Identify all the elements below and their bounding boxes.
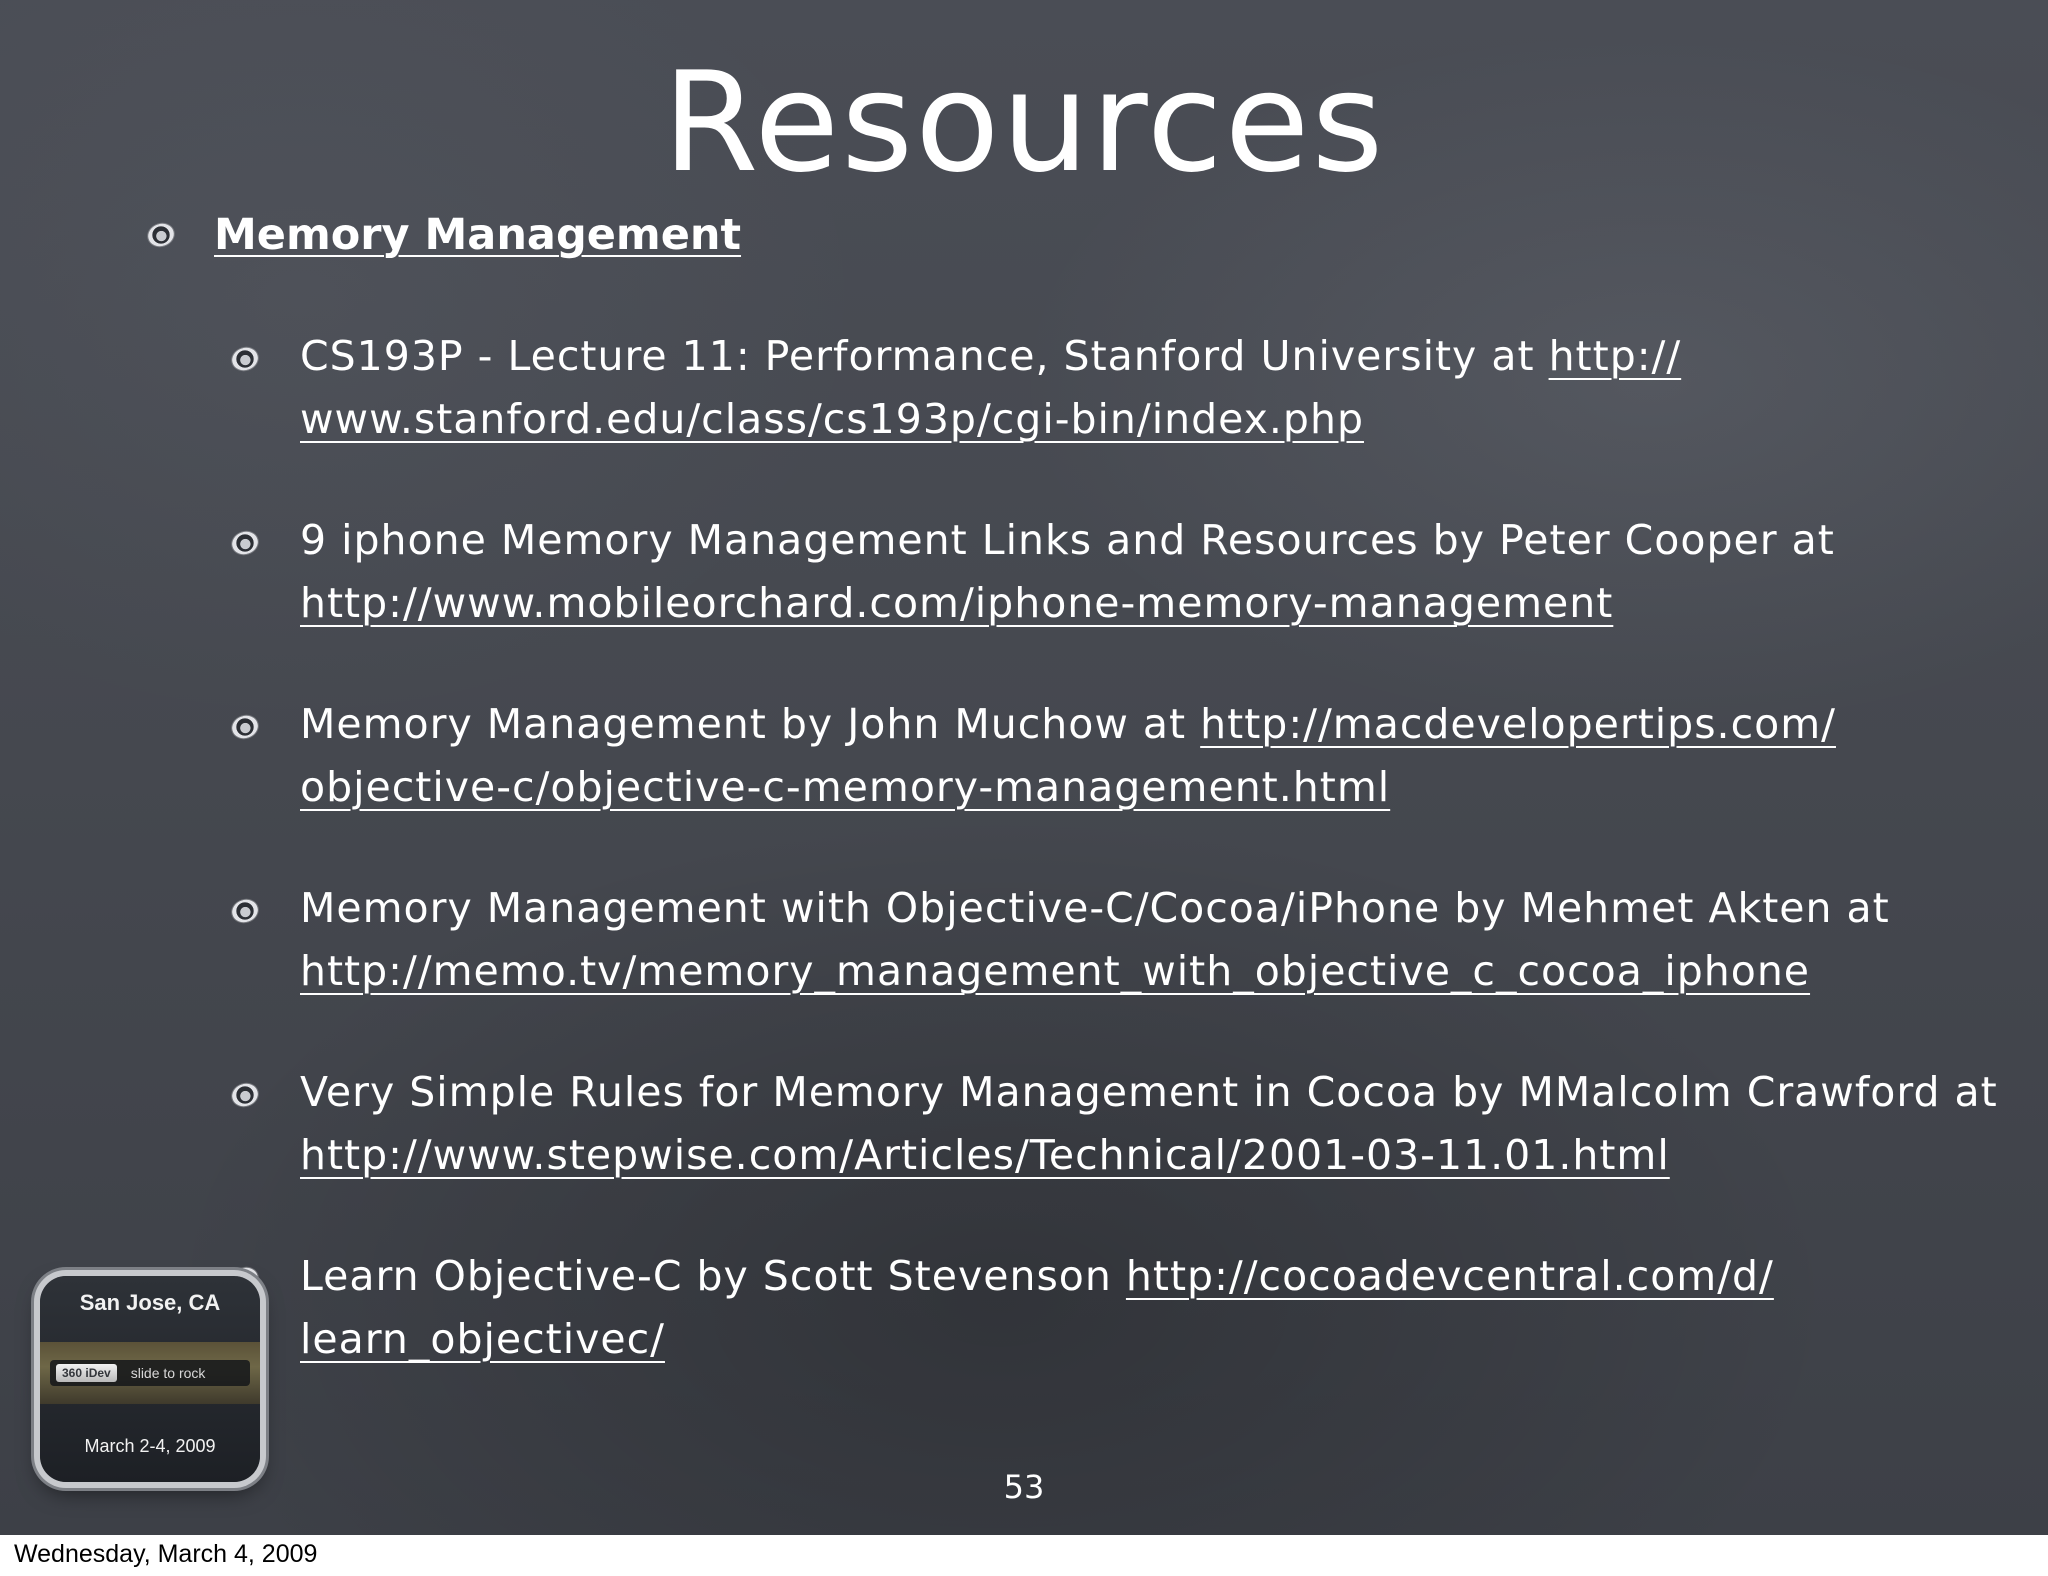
- resource-item: [232, 325, 2012, 509]
- resource-link[interactable]: http://www.mobileorchard.com/iphone-memory-management: [300, 579, 1614, 627]
- badge-location: San Jose, CA: [79, 1290, 221, 1315]
- resource-link[interactable]: http://cocoadevcentral.com/d/ learn_objectivec/: [300, 1252, 1774, 1363]
- section-heading-row: [148, 205, 741, 265]
- bullet-icon: [229, 713, 261, 742]
- resource-item: [232, 1061, 2012, 1245]
- footer-date: Wednesday, March 4, 2009: [14, 1540, 318, 1568]
- bullet-icon: [145, 221, 177, 250]
- resource-link[interactable]: http://www.stepwise.com/Articles/Technical/2001-03-11.01.html: [300, 1131, 1670, 1179]
- resource-item: [232, 693, 2012, 877]
- slide-title: Resources: [662, 42, 1386, 203]
- bullet-icon: [229, 529, 261, 558]
- page-number: 53: [1003, 1468, 1045, 1506]
- badge-slider: [50, 1360, 250, 1386]
- bullet-icon: [229, 897, 261, 926]
- badge-slider-knob: 360 iDev: [56, 1364, 117, 1382]
- resource-item: [232, 509, 2012, 693]
- badge-dates: March 2-4, 2009: [84, 1436, 216, 1456]
- resource-list: [232, 325, 2012, 1429]
- resource-text: Learn Objective-C by Scott Stevenson: [300, 1252, 1126, 1300]
- conference-badge: [40, 1276, 260, 1482]
- resource-link[interactable]: http:// www.stanford.edu/class/cs193p/cgi-bin/index.php: [300, 332, 1682, 443]
- resource-text: Memory Management with Objective-C/Cocoa/iPhone by Mehmet Akten at: [300, 884, 1890, 932]
- resource-item: [232, 1245, 2012, 1429]
- resource-text: Very Simple Rules for Memory Management in Cocoa by MMalcolm Crawford at: [300, 1068, 1998, 1116]
- resource-text: CS193P - Lecture 11: Performance, Stanford University at: [300, 332, 1549, 380]
- resource-text: 9 iphone Memory Management Links and Resources by Peter Cooper at: [300, 516, 1835, 564]
- section-heading[interactable]: Memory Management: [214, 210, 742, 260]
- resource-item: [232, 877, 2012, 1061]
- resource-link[interactable]: http://macdevelopertips.com/ objective-c/objective-c-memory-management.html: [300, 700, 1836, 811]
- badge-slider-label: slide to rock: [130, 1365, 206, 1381]
- bullet-icon: [229, 345, 261, 374]
- resource-link[interactable]: http://memo.tv/memory_management_with_objective_c_cocoa_iphone: [300, 947, 1811, 995]
- resource-text: Memory Management by John Muchow at: [300, 700, 1201, 748]
- bullet-icon: [229, 1081, 261, 1110]
